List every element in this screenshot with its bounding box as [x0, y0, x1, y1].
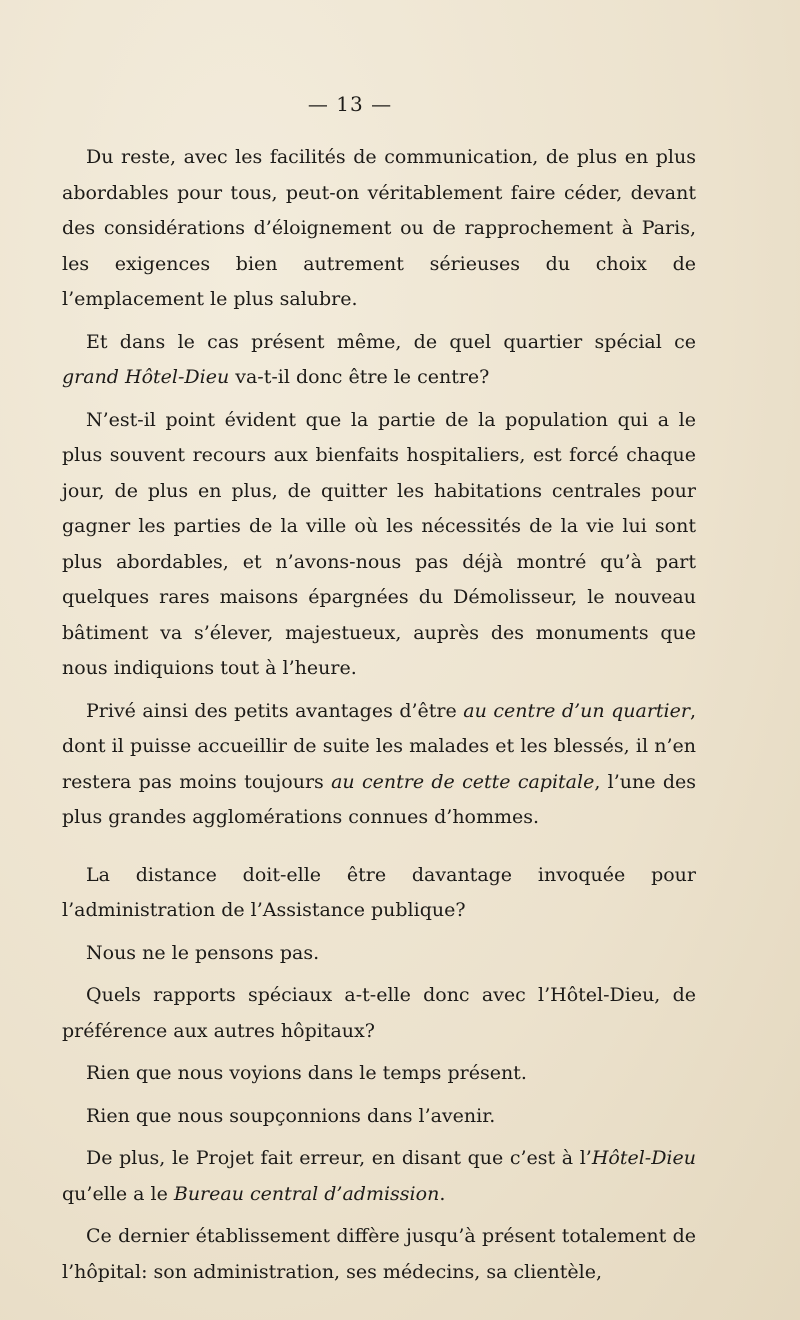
- text-segment: Quels rapports spéciaux a-t-elle donc avec l’Hôtel-Dieu, de préférence aux autres hôpitaux?: [62, 984, 696, 1042]
- text-segment: Rien que nous voyions dans le temps présent.: [86, 1062, 527, 1084]
- paragraph: [62, 403, 696, 687]
- italic-text: au centre d’un quartier: [463, 699, 690, 722]
- text-segment: , l’une des plus grandes agglomérations connues d’hommes.: [62, 770, 696, 828]
- italic-text: Bureau central d’admission: [173, 1182, 440, 1205]
- text-segment: Rien que nous soupçonnions dans l’avenir.: [86, 1104, 496, 1127]
- page-number: — 13 —: [307, 92, 393, 116]
- text-segment: Nous ne le pensons pas.: [86, 941, 320, 964]
- paragraph: [62, 140, 696, 318]
- text-segment: .: [439, 1182, 446, 1205]
- paragraph: [62, 936, 696, 972]
- paragraph: [62, 978, 696, 1049]
- text-segment: La distance doit-elle être davantage invoquée pour l’administration de l’Assistance publique?: [62, 863, 696, 921]
- text-segment: Privé ainsi des petits avantages d’être: [86, 699, 464, 722]
- text-segment: , dont il puisse accueillir de suite les malades et les blessés, il n’en restera pas moins toujours: [62, 699, 696, 793]
- text-segment: N’est-il point évident que la partie de la population qui a le plus souvent recours aux bienfaits hospitaliers, est forcé chaque jour, de plus en plus, de quitter les habitations centrales pour gagner les parties de la ville où les nécessités de la vie lui sont plus abordables, et n’avons-nous pas déjà montré qu’à part quelques rares maisons épargnées du Démolisseur, le nouveau bâtiment va s’élever, majestueux, auprès des monuments que nous indiquions tout à l’heure.: [62, 408, 696, 679]
- italic-text: grand Hôtel-Dieu: [62, 366, 230, 388]
- text-segment: qu’elle a le: [62, 1182, 174, 1205]
- text-segment: De plus, le Projet fait erreur, en disant que c’est à l’: [86, 1147, 592, 1169]
- paragraph: [62, 1056, 696, 1092]
- text-segment: Et dans le cas présent même, de quel quartier spécial ce: [86, 330, 696, 353]
- paragraph: [62, 1219, 696, 1290]
- text-segment: Ce dernier établissement diffère jusqu’à présent totalement de l’hôpital: son administration, ses médecins, sa clientèle,: [62, 1225, 696, 1283]
- paragraph: [62, 1099, 696, 1135]
- paragraph: [62, 694, 696, 836]
- italic-text: au centre de cette capitale: [331, 770, 595, 793]
- text-segment: va-t-il donc être le centre?: [229, 366, 490, 388]
- text-segment: Du reste, avec les facilités de communication, de plus en plus abordables pour tous, peut-on véritablement faire céder, devant des considérations d’éloignement ou de rapprochement à Paris, les exigences bien autrement sérieuses du choix de l’emplacement le plus salubre.: [62, 146, 696, 310]
- paragraph: [62, 325, 696, 396]
- body-text: [62, 140, 696, 1290]
- paragraph: [62, 858, 696, 929]
- paragraph: [62, 1141, 696, 1212]
- italic-text: Hôtel-Dieu: [591, 1147, 696, 1169]
